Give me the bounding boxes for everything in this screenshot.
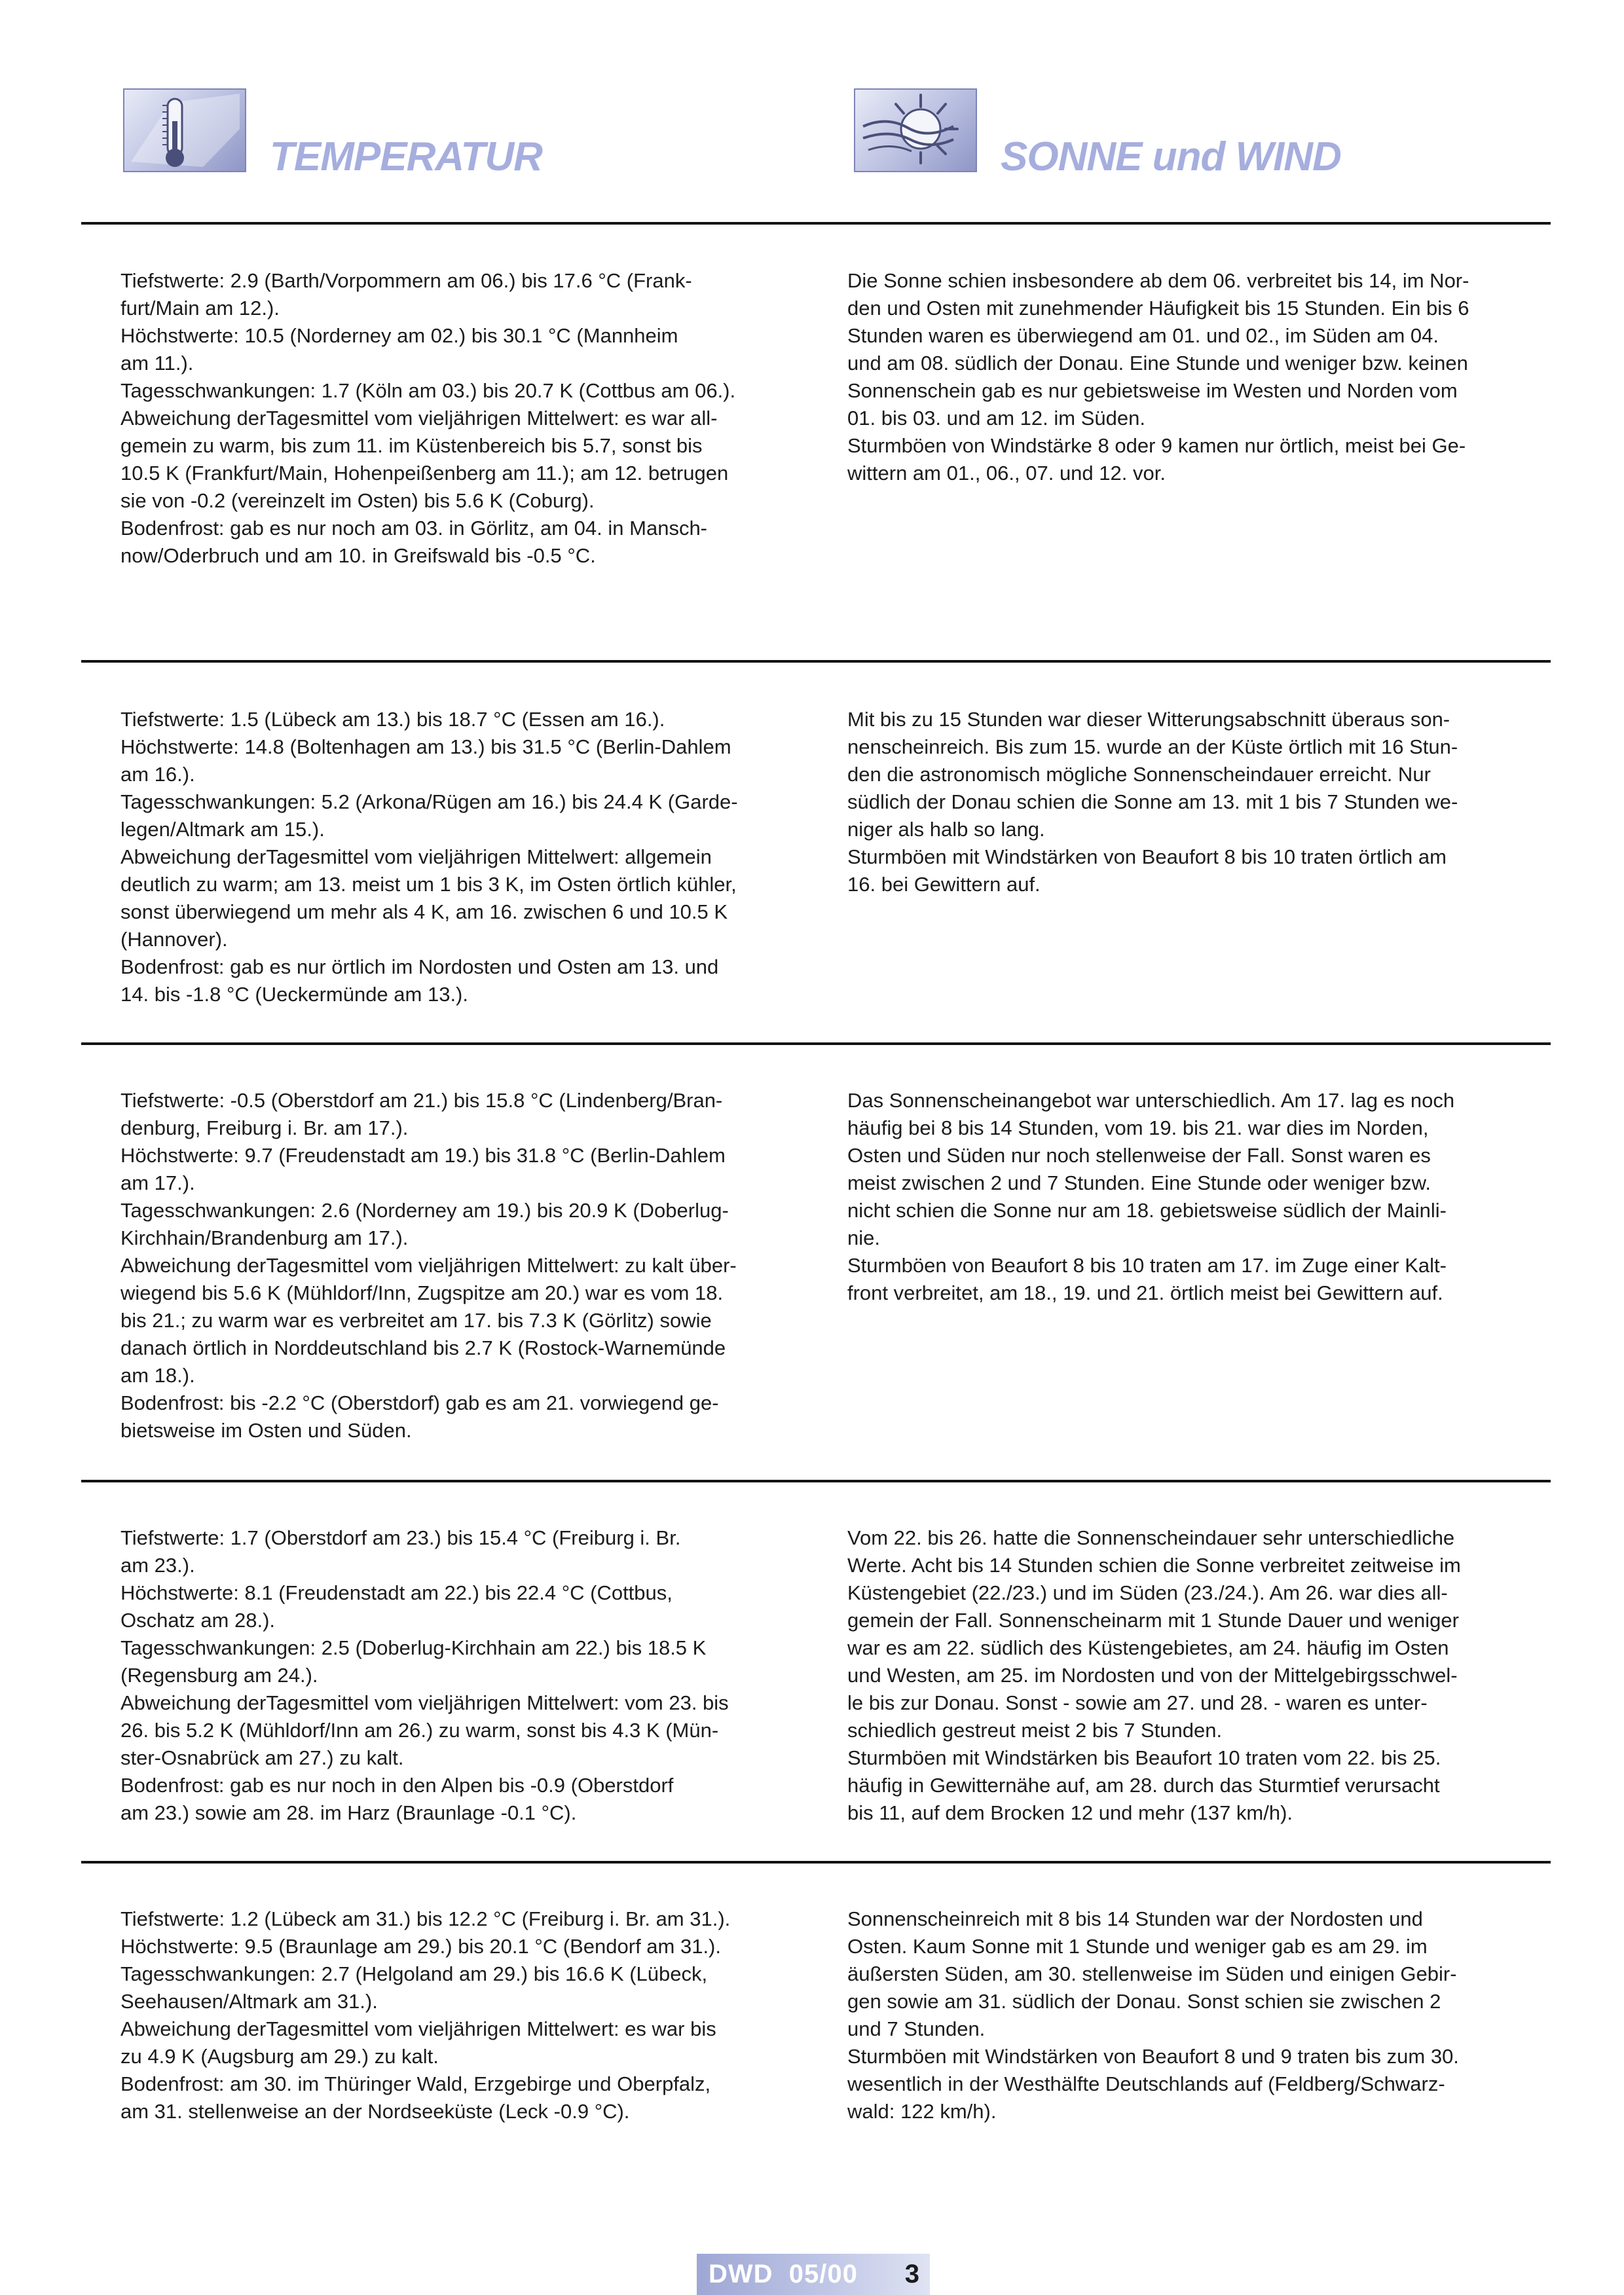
page-footer — [697, 2254, 930, 2295]
text-line: bis 11, auf dem Brocken 12 und mehr (137 km/h). — [847, 1801, 1293, 1824]
text-line: Tagesschwankungen: 2.7 (Helgoland am 29.) bis 16.6 K (Lübeck, — [120, 1962, 708, 1985]
text-line: wiegend bis 5.6 K (Mühldorf/Inn, Zugspitze am 20.) war es vom 18. — [120, 1281, 724, 1304]
sun-wind-icon-graphic — [855, 90, 976, 171]
text-line: Kirchhain/Brandenburg am 17.). — [120, 1226, 409, 1249]
text-line: Tagesschwankungen: 1.7 (Köln am 03.) bis 20.7 K (Cottbus am 06.). — [120, 379, 736, 402]
text-line: gen sowie am 31. südlich der Donau. Sonst schien sie zwischen 2 — [847, 1990, 1441, 2013]
text-line: Osten. Kaum Sonne mit 1 Stunde und weniger gab es am 29. im — [847, 1935, 1428, 1958]
text-line: 10.5 K (Frankfurt/Main, Hohenpeißenberg am 11.); am 12. betrugen — [120, 462, 729, 485]
text-line: sonst überwiegend um mehr als 4 K, am 16. zwischen 6 und 10.5 K — [120, 900, 728, 923]
text-line: am 23.) sowie am 28. im Harz (Braunlage -0.1 °C). — [120, 1801, 577, 1824]
text-line: und 7 Stunden. — [847, 2017, 986, 2040]
text-line: südlich der Donau schien die Sonne am 13. mit 1 bis 7 Stunden we- — [847, 790, 1458, 813]
text-line: niger als halb so lang. — [847, 818, 1045, 841]
text-line: now/Oderbruch und am 10. in Greifswald bis -0.5 °C. — [120, 544, 596, 567]
text-line: wesentlich in der Westhälfte Deutschlands auf (Feldberg/Schwarz- — [847, 2072, 1445, 2095]
temperatur-section-4 — [120, 1524, 802, 1827]
thermometer-icon-graphic — [124, 90, 245, 171]
sonne-wind-section-2 — [847, 706, 1528, 898]
text-line: Abweichung derTagesmittel vom vieljährigen Mittelwert: zu kalt über- — [120, 1254, 737, 1277]
text-line: Sturmböen von Windstärke 8 oder 9 kamen nur örtlich, meist bei Ge- — [847, 434, 1466, 457]
text-line: und Westen, am 25. im Nordosten und von der Mittelgebirgsschwel- — [847, 1664, 1458, 1687]
text-line: Sonnenscheinreich mit 8 bis 14 Stunden war der Nordosten und — [847, 1907, 1423, 1930]
text-line: bietsweise im Osten und Süden. — [120, 1419, 412, 1442]
text-line: Bodenfrost: gab es nur noch in den Alpen bis -0.9 (Oberstdorf — [120, 1774, 674, 1797]
thermometer-icon — [123, 88, 246, 172]
section-divider — [81, 222, 1551, 225]
text-line: wald: 122 km/h). — [847, 2100, 997, 2123]
sun-wind-icon — [854, 88, 977, 172]
text-line: (Hannover). — [120, 928, 228, 951]
text-line: Abweichung derTagesmittel vom vieljährigen Mittelwert: es war bis — [120, 2017, 716, 2040]
text-line: furt/Main am 12.). — [120, 297, 280, 320]
text-line: Mit bis zu 15 Stunden war dieser Witterungsabschnitt überaus son- — [847, 708, 1450, 731]
text-line: Sonnenschein gab es nur gebietsweise im Westen und Norden vom — [847, 379, 1458, 402]
text-line: ster-Osnabrück am 27.) zu kalt. — [120, 1746, 404, 1769]
sonne-wind-section-4 — [847, 1524, 1528, 1827]
text-line: Bodenfrost: gab es nur örtlich im Nordosten und Osten am 13. und — [120, 955, 719, 978]
text-line: am 17.). — [120, 1171, 195, 1194]
text-line: am 23.). — [120, 1554, 195, 1577]
text-line: Abweichung derTagesmittel vom vieljährigen Mittelwert: allgemein — [120, 845, 712, 868]
text-line: Höchstwerte: 8.1 (Freudenstadt am 22.) bis 22.4 °C (Cottbus, — [120, 1581, 673, 1604]
text-line: Bodenfrost: bis -2.2 °C (Oberstdorf) gab es am 21. vorwiegend ge- — [120, 1391, 719, 1414]
text-line: Sturmböen mit Windstärken von Beaufort 8 bis 10 traten örtlich am — [847, 845, 1447, 868]
text-line: Abweichung derTagesmittel vom vieljährigen Mittelwert: es war all- — [120, 407, 718, 430]
text-line: Sturmböen von Beaufort 8 bis 10 traten am 17. im Zuge einer Kalt- — [847, 1254, 1447, 1277]
text-line: nenscheinreich. Bis zum 15. wurde an der Küste örtlich mit 16 Stun- — [847, 735, 1458, 758]
text-line: meist zwischen 2 und 7 Stunden. Eine Stunde oder weniger bzw. — [847, 1171, 1431, 1194]
text-line: schiedlich gestreut meist 2 bis 7 Stunden. — [847, 1719, 1223, 1742]
text-line: Tagesschwankungen: 2.6 (Norderney am 19.) bis 20.9 K (Doberlug- — [120, 1199, 729, 1222]
text-line: Sturmböen mit Windstärken bis Beaufort 10 traten vom 22. bis 25. — [847, 1746, 1441, 1769]
text-line: le bis zur Donau. Sonst - sowie am 27. und 28. - waren es unter- — [847, 1691, 1428, 1714]
text-line: Stunden waren es überwiegend am 01. und 02., im Süden am 04. — [847, 324, 1439, 347]
sonne-wind-title: SONNE und WIND — [1001, 134, 1341, 179]
text-line: Höchstwerte: 9.7 (Freudenstadt am 19.) bis 31.8 °C (Berlin-Dahlem — [120, 1144, 726, 1167]
text-line: nicht schien die Sonne nur am 18. gebietsweise südlich der Mainli- — [847, 1199, 1447, 1222]
text-line: front verbreitet, am 18., 19. und 21. örtlich meist bei Gewittern auf. — [847, 1281, 1443, 1304]
text-line: denburg, Freiburg i. Br. am 17.). — [120, 1116, 409, 1139]
text-line: zu 4.9 K (Augsburg am 29.) zu kalt. — [120, 2045, 439, 2068]
text-line: den die astronomisch mögliche Sonnenscheindauer erreicht. Nur — [847, 763, 1431, 786]
section-divider — [81, 1042, 1551, 1045]
text-line: Tiefstwerte: 1.5 (Lübeck am 13.) bis 18.7 °C (Essen am 16.). — [120, 708, 665, 731]
text-line: sie von -0.2 (vereinzelt im Osten) bis 5.6 K (Coburg). — [120, 489, 595, 512]
text-line: gemein der Fall. Sonnenscheinarm mit 1 Stunde Dauer und weniger — [847, 1609, 1459, 1632]
text-line: Werte. Acht bis 14 Stunden schien die Sonne verbreitet zeitweise im — [847, 1554, 1461, 1577]
text-line: Abweichung derTagesmittel vom vieljährigen Mittelwert: vom 23. bis — [120, 1691, 729, 1714]
text-line: Tiefstwerte: -0.5 (Oberstdorf am 21.) bis 15.8 °C (Lindenberg/Bran- — [120, 1089, 723, 1112]
text-line: häufig in Gewitternähe auf, am 28. durch das Sturmtief verursacht — [847, 1774, 1440, 1797]
text-line: am 11.). — [120, 352, 194, 375]
temperatur-section-5 — [120, 1905, 802, 2125]
temperatur-title: TEMPERATUR — [270, 134, 542, 179]
text-line: und am 08. südlich der Donau. Eine Stunde und weniger bzw. keinen — [847, 352, 1468, 375]
text-line: Küstengebiet (22./23.) und im Süden (23./24.). Am 26. war dies all- — [847, 1581, 1448, 1604]
text-line: Osten und Süden nur noch stellenweise der Fall. Sonst waren es — [847, 1144, 1431, 1167]
text-line: Seehausen/Altmark am 31.). — [120, 1990, 378, 2013]
temperatur-section-1 — [120, 267, 802, 570]
text-line: am 18.). — [120, 1364, 195, 1387]
text-line: 16. bei Gewittern auf. — [847, 873, 1041, 896]
text-line: häufig bei 8 bis 14 Stunden, vom 19. bis 21. war dies im Norden, — [847, 1116, 1429, 1139]
text-line: Bodenfrost: gab es nur noch am 03. in Görlitz, am 04. in Mansch- — [120, 517, 708, 540]
text-line: nie. — [847, 1226, 880, 1249]
text-line: Die Sonne schien insbesondere ab dem 06. verbreitet bis 14, im Nor- — [847, 269, 1469, 292]
text-line: Höchstwerte: 14.8 (Boltenhagen am 13.) bis 31.5 °C (Berlin-Dahlem — [120, 735, 731, 758]
section-divider — [81, 1480, 1551, 1482]
text-line: den und Osten mit zunehmender Häufigkeit bis 15 Stunden. Ein bis 6 — [847, 297, 1469, 320]
text-line: 14. bis -1.8 °C (Ueckermünde am 13.). — [120, 983, 468, 1006]
text-line: Höchstwerte: 10.5 (Norderney am 02.) bis 30.1 °C (Mannheim — [120, 324, 678, 347]
text-line: äußersten Süden, am 30. stellenweise im Süden und einigen Gebir- — [847, 1962, 1457, 1985]
text-line: Tagesschwankungen: 5.2 (Arkona/Rügen am 16.) bis 24.4 K (Garde- — [120, 790, 738, 813]
page-number: 3 — [904, 2260, 919, 2288]
sonne-wind-section-5 — [847, 1905, 1528, 2125]
text-line: Vom 22. bis 26. hatte die Sonnenscheindauer sehr unterschiedliche — [847, 1526, 1455, 1549]
temperatur-section-2 — [120, 706, 802, 1008]
text-line: deutlich zu warm; am 13. meist um 1 bis 3 K, im Osten örtlich kühler, — [120, 873, 737, 896]
temperatur-section-3 — [120, 1087, 802, 1444]
text-line: danach örtlich in Norddeutschland bis 2.7 K (Rostock-Warnemünde — [120, 1336, 726, 1359]
text-line: am 16.). — [120, 763, 195, 786]
sonne-wind-section-3 — [847, 1087, 1528, 1307]
text-line: Tagesschwankungen: 2.5 (Doberlug-Kirchhain am 22.) bis 18.5 K — [120, 1636, 707, 1659]
sonne-wind-section-1 — [847, 267, 1528, 487]
text-line: wittern am 01., 06., 07. und 12. vor. — [847, 462, 1166, 485]
text-line: Bodenfrost: am 30. im Thüringer Wald, Erzgebirge und Oberpfalz, — [120, 2072, 711, 2095]
text-line: 26. bis 5.2 K (Mühldorf/Inn am 26.) zu warm, sonst bis 4.3 K (Mün- — [120, 1719, 719, 1742]
text-line: (Regensburg am 24.). — [120, 1664, 318, 1687]
text-line: am 31. stellenweise an der Nordseeküste (Leck -0.9 °C). — [120, 2100, 630, 2123]
text-line: bis 21.; zu warm war es verbreitet am 17. bis 7.3 K (Görlitz) sowie — [120, 1309, 712, 1332]
text-line: Tiefstwerte: 1.2 (Lübeck am 31.) bis 12.2 °C (Freiburg i. Br. am 31.). — [120, 1907, 731, 1930]
text-line: 01. bis 03. und am 12. im Süden. — [847, 407, 1145, 430]
text-line: Tiefstwerte: 1.7 (Oberstdorf am 23.) bis 15.4 °C (Freiburg i. Br. — [120, 1526, 681, 1549]
section-divider — [81, 1861, 1551, 1864]
text-line: Oschatz am 28.). — [120, 1609, 276, 1632]
text-line: gemein zu warm, bis zum 11. im Küstenbereich bis 5.7, sonst bis — [120, 434, 703, 457]
text-line: legen/Altmark am 15.). — [120, 818, 325, 841]
text-line: Das Sonnenscheinangebot war unterschiedlich. Am 17. lag es noch — [847, 1089, 1455, 1112]
text-line: war es am 22. südlich des Küstengebietes, am 24. häufig im Osten — [847, 1636, 1449, 1659]
text-line: Sturmböen mit Windstärken von Beaufort 8 und 9 traten bis zum 30. — [847, 2045, 1459, 2068]
footer-label: DWD 05/00 — [709, 2260, 858, 2288]
section-divider — [81, 660, 1551, 663]
text-line: Tiefstwerte: 2.9 (Barth/Vorpommern am 06.) bis 17.6 °C (Frank- — [120, 269, 692, 292]
text-line: Höchstwerte: 9.5 (Braunlage am 29.) bis 20.1 °C (Bendorf am 31.). — [120, 1935, 721, 1958]
